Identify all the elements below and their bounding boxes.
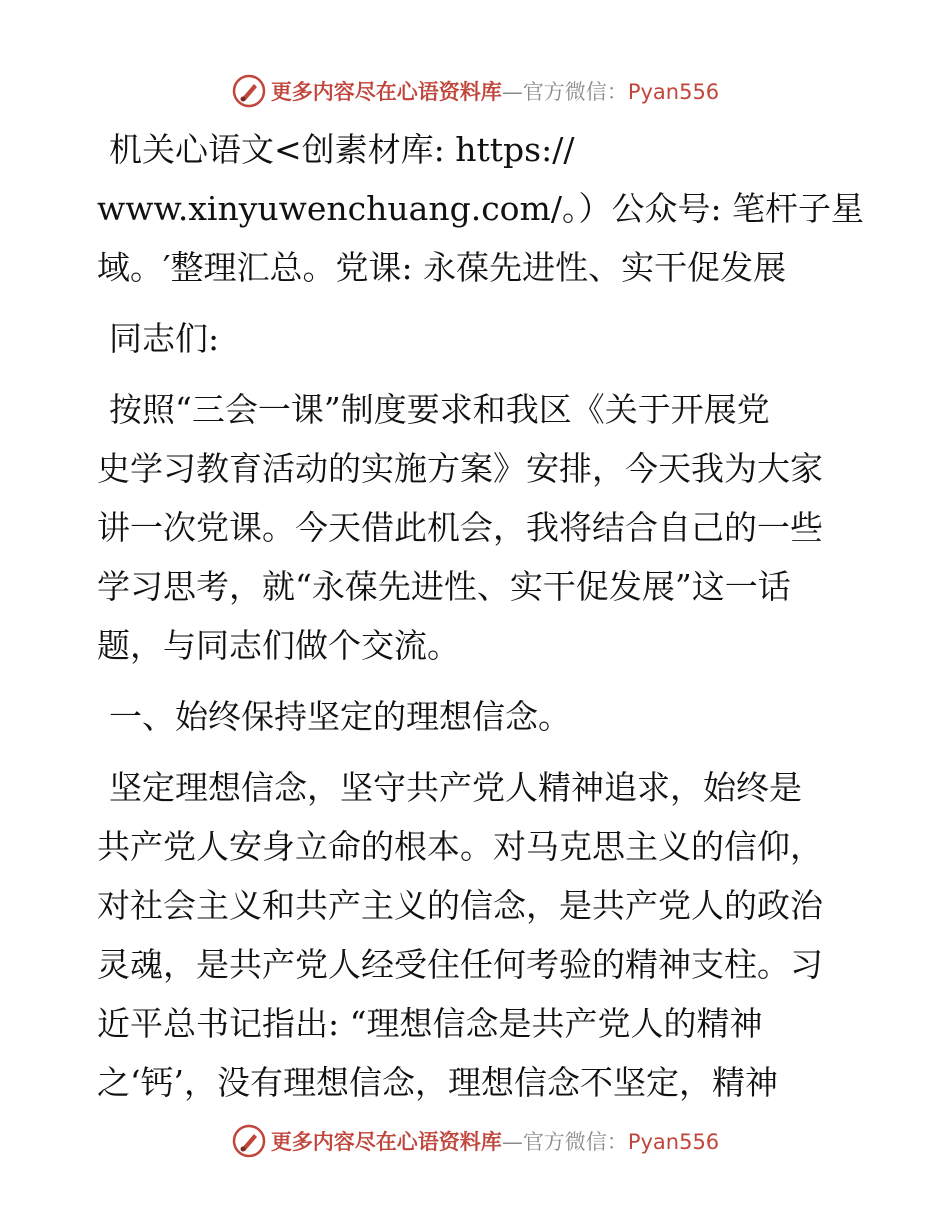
watermark-id: Pyan556 — [627, 1130, 720, 1154]
intro-line: 按照“三会一课”制度要求和我区《关于开展党 — [109, 390, 770, 429]
watermark-text — [271, 76, 719, 106]
greeting — [97, 309, 857, 368]
intro-line: 讲一次党课。今天借此机会，我将结合自己的一些 — [97, 508, 823, 547]
pen-seal-icon — [231, 73, 267, 109]
section-paragraph — [97, 758, 857, 1112]
greeting-text: 同志们: — [109, 319, 220, 358]
document-body — [97, 120, 865, 1112]
watermark-id: Pyan556 — [627, 80, 720, 104]
section-line: 坚定理想信念，坚守共产党人精神追求，始终是 — [109, 768, 802, 807]
section-line: 对社会主义和共产主义的信念，是共产党人的政治 — [97, 886, 823, 925]
section-heading — [97, 687, 857, 746]
watermark-footer — [0, 1121, 950, 1161]
section-title: 一、始终保持坚定的理想信念。 — [109, 697, 571, 736]
intro-paragraph — [97, 380, 857, 675]
intro-line: 题，与同志们做个交流。 — [97, 626, 460, 665]
intro-line: 史学习教育活动的实施方案》安排，今天我为大家 — [97, 449, 823, 488]
section-line: 之‘钙’，没有理想信念，理想信念不坚定，精神 — [97, 1063, 778, 1102]
watermark-header — [0, 71, 950, 111]
watermark-main: 更多内容尽在心语资料库 — [270, 80, 502, 104]
intro-line: 学习思考，就“永葆先进性、实干促发展”这一话 — [97, 567, 791, 606]
header-line: www.xinyuwenchuang.com/。）公众号: 笔杆子星 — [97, 189, 865, 228]
header-line: 机关心语文<创素材库: https:// — [109, 130, 575, 169]
header-paragraph-cont — [97, 179, 865, 297]
watermark-sub: —官方微信： — [501, 1130, 628, 1154]
pen-seal-icon — [231, 1123, 267, 1159]
section-line: 共产党人安身立命的根本。对马克思主义的信仰， — [97, 827, 823, 866]
section-line: 灵魂，是共产党人经受住任何考验的精神支柱。习 — [97, 945, 823, 984]
watermark-main: 更多内容尽在心语资料库 — [270, 1130, 502, 1154]
header-paragraph — [97, 120, 857, 179]
watermark-text — [271, 1126, 719, 1156]
watermark-sub: —官方微信： — [501, 80, 628, 104]
header-line: 域。′整理汇总。党课: 永葆先进性、实干促发展 — [97, 248, 787, 287]
section-line: 近平总书记指出: “理想信念是共产党人的精神 — [97, 1004, 763, 1043]
